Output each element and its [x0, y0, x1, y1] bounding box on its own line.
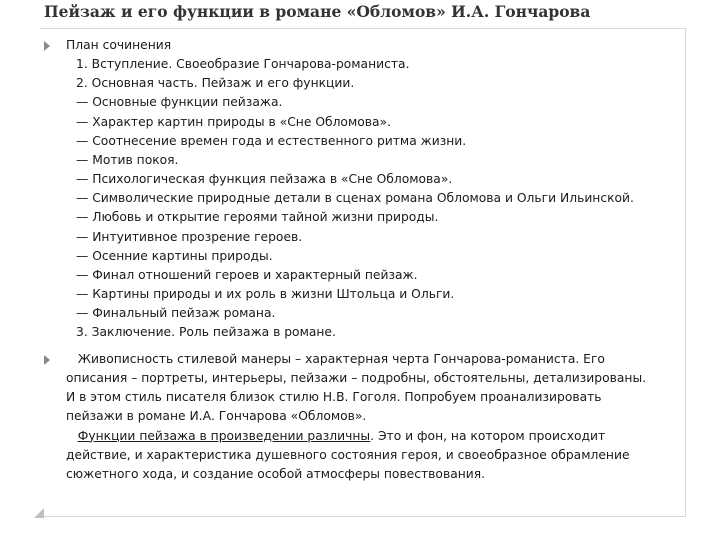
plan-item: 1. Вступление. Своеобразие Гончарова-романиста.	[76, 57, 410, 72]
paragraph-line: сюжетного хода, и создание особой атмосферы повествования.	[66, 466, 486, 481]
plan-heading: План сочинения	[66, 38, 172, 52]
plan-item: 3. Заключение. Роль пейзажа в романе.	[76, 325, 336, 340]
plan-item: — Картины природы и их роль в жизни Штольца и Ольги.	[76, 287, 455, 302]
plan-item: — Любовь и открытие героями тайной жизни природы.	[76, 210, 439, 225]
plan-item: — Символические природные детали в сценах романа Обломова и Ольги Ильинской.	[76, 191, 634, 206]
paragraph-line: пейзажи в романе И.А. Гончарова «Обломов».	[66, 409, 367, 424]
plan-item: — Мотив покоя.	[76, 152, 179, 167]
paragraph-line: описания – портреты, интерьеры, пейзажи – подробны, обстоятельны, детализированы.	[66, 371, 647, 386]
plan-item: — Финальный пейзаж романа.	[76, 306, 276, 321]
plan-item: — Психологическая функция пейзажа в «Сне Обломова».	[76, 172, 453, 187]
paragraph-block	[66, 350, 680, 484]
plan-item: — Основные функции пейзажа.	[76, 95, 283, 110]
plan-item: — Интуитивное прозрение героев.	[76, 229, 303, 244]
plan-item: — Соотнесение времен года и естественного ритма жизни.	[76, 133, 467, 148]
plan-item: — Финал отношений героев и характерный пейзаж.	[76, 267, 418, 282]
corner-decoration	[34, 508, 44, 518]
plan-item: 2. Основная часть. Пейзаж и его функции.	[76, 76, 355, 91]
underlined-phrase: Функции пейзажа в произведении различны	[77, 428, 371, 443]
paragraph-line: И в этом стиль писателя близок стилю Н.В. Гоголя. Попробуем проанализировать	[66, 390, 602, 405]
plan-item: — Осенние картины природы.	[76, 248, 273, 263]
slide-title: Пейзаж и его функции в романе «Обломов» И.А. Гончарова	[44, 2, 591, 21]
bullet-icon	[44, 41, 50, 51]
plan-item: — Характер картин природы в «Сне Обломова».	[76, 114, 391, 129]
bullet-icon	[44, 355, 50, 365]
paragraph-line: Живописность стилевой манеры – характерная черта Гончарова-романиста. Его	[66, 352, 605, 366]
plan-block	[66, 36, 634, 343]
paragraph-line	[66, 427, 680, 446]
paragraph-line: действие, и характеристика душевного состояния героя, и своеобразное обрамление	[66, 447, 630, 462]
paragraph-text: . Это и фон, на котором происходит	[370, 428, 606, 443]
